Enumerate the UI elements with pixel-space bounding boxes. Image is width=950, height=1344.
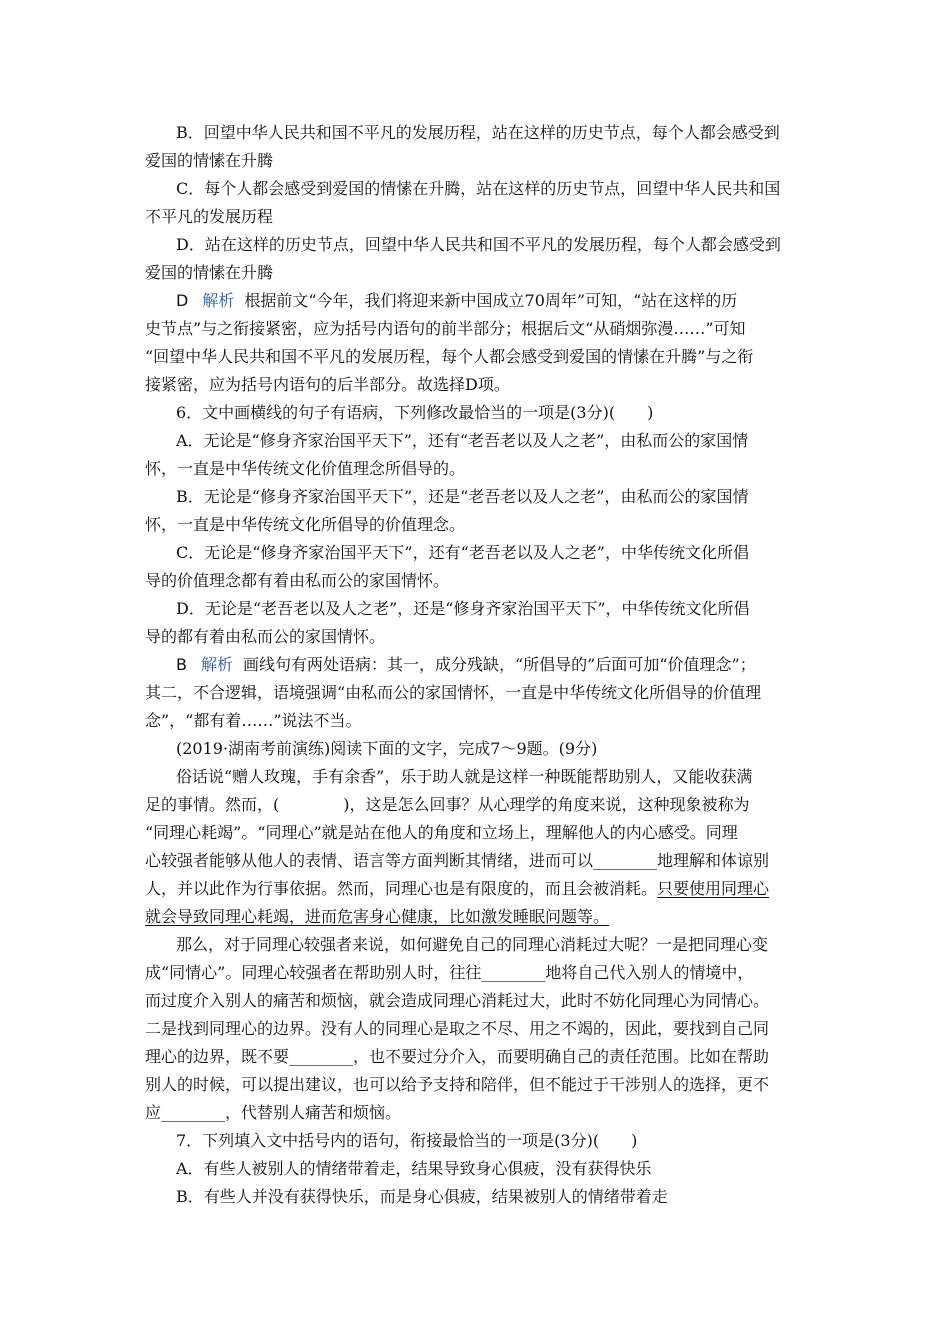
passage-p2-line6: 别人的时候，可以提出建议，也可以给予支持和陪伴，但不能过于干涉别人的选择，更不 [145, 1075, 770, 1094]
passage-p1-line5 [145, 878, 769, 900]
q6-option-d-line1: D．无论是“老吾老以及人之老”，还是“修身齐家治国平天下”，中华传统文化所倡 [176, 599, 750, 618]
q6-option-c-line2: 导的价值理念都有着由私而公的家国情怀。 [145, 571, 450, 590]
passage-text: 人，并以此作为行事依据。然而，同理心也是有限度的，而且会被消耗。 [145, 879, 658, 898]
passage-p2-line2: 成“同情心”。同理心较强者在帮助别人时，往往________地将自己代入别人的情境中， [145, 963, 754, 982]
q6-analysis-text: 画线句有两处语病：其一，成分残缺，“所倡导的”后面可加“价值理念”； [243, 655, 756, 674]
passage-p1-line4: 心较强者能够从他人的表情、语言等方面判断其情绪，进而可以________地理解和体谅别 [145, 851, 770, 870]
q5-analysis-line4: 接紧密，应为括号内语句的后半部分。故选择D项。 [145, 375, 510, 394]
q5-analysis-line2: 史节点”与之衔接紧密，应为括号内语句的前半部分；根据后文“从硝烟弥漫……”可知 [145, 319, 746, 338]
q5-option-d-line1: D．站在这样的历史节点，回望中华人民共和国不平凡的发展历程，每个人都会感受到 [176, 235, 781, 254]
q7-stem: 7．下列填入文中括号内的语句，衔接最恰当的一项是(3分)( ) [176, 1131, 638, 1150]
q5-option-d-line2: 爱国的情愫在升腾 [145, 263, 274, 282]
underlined-sentence: 就会导致同理心耗竭，进而危害身心健康，比如激发睡眠问题等。 [145, 907, 610, 926]
q6-stem: 6．文中画横线的句子有语病，下列修改最恰当的一项是(3分)( ) [176, 403, 654, 422]
q6-option-a-line2: 怀，一直是中华传统文化价值理念所倡导的。 [145, 459, 466, 478]
q7-option-a: A．有些人被别人的情绪带着走，结果导致身心俱疲，没有获得快乐 [176, 1159, 652, 1178]
q7-option-b: B．有些人并没有获得快乐，而是身心俱疲，结果被别人的情绪带着走 [176, 1187, 668, 1206]
q5-option-c-line1: C．每个人都会感受到爱国的情愫在升腾，站在这样的历史节点，回望中华人民共和国 [176, 179, 781, 198]
q6-option-c-line1: C．无论是“修身齐家治国平天下”，还有“老吾老以及人之老”，中华传统文化所倡 [176, 543, 749, 562]
q5-analysis-line3: “回望中华人民共和国不平凡的发展历程，每个人都会感受到爱国的情愫在升腾”与之衔 [145, 347, 754, 366]
passage-p2-line1: 那么，对于同理心较强者来说，如何避免自己的同理心消耗过大呢？一是把同理心变 [176, 935, 769, 954]
analysis-tag: 解析 [200, 655, 233, 674]
q5-analysis-line1 [176, 290, 737, 312]
passage-intro: (2019·湖南考前演练)阅读下面的文字，完成7～9题。(9分) [176, 739, 598, 758]
passage-p1-line3: “同理心耗竭”。“同理心”就是站在他人的角度和立场上，理解他人的内心感受。同理 [145, 823, 738, 842]
passage-p1-line2: 足的事情。然而，( )，这是怎么回事？从心理学的角度来说，这种现象被称为 [145, 795, 750, 814]
q5-option-b-line2: 爱国的情愫在升腾 [145, 151, 274, 170]
q5-option-c-line2: 不平凡的发展历程 [145, 207, 274, 226]
q5-answer: D [176, 291, 189, 310]
q6-option-a-line1: A．无论是“修身齐家治国平天下”，还有“老吾老以及人之老”，由私而公的家国情 [176, 431, 749, 450]
q5-option-b-line1: B．回望中华人民共和国不平凡的发展历程，站在这样的历史节点，每个人都会感受到 [176, 123, 780, 142]
q5-analysis-text: 根据前文“今年，我们将迎来新中国成立70周年”可知，“站在这样的历 [244, 291, 738, 310]
q6-answer: B [176, 655, 187, 674]
passage-p2-line7: 应________，代替别人痛苦和烦恼。 [145, 1103, 402, 1122]
q6-option-b-line1: B．无论是“修身齐家治国平天下”，还是“老吾老以及人之老”，由私而公的家国情 [176, 487, 749, 506]
passage-p1-line6 [145, 906, 609, 928]
analysis-tag: 解析 [202, 291, 235, 310]
passage-p1-line1: 俗话说“赠人玫瑰，手有余香”，乐于助人就是这样一种既能帮助别人，又能收获满 [176, 767, 753, 786]
passage-p2-line3: 而过度介入别人的痛苦和烦恼，就会造成同理心消耗过大，此时不妨化同理心为同情心。 [145, 991, 770, 1010]
q6-analysis-line2: 其二，不合逻辑，语境强调“由私而公的家国情怀，一直是中华传统文化所倡导的价值理 [145, 683, 762, 702]
q6-analysis-line1 [176, 654, 756, 676]
q6-analysis-line3: 念”，“都有着……”说法不当。 [145, 711, 362, 730]
passage-p2-line4: 二是找到同理心的边界。没有人的同理心是取之不尽、用之不竭的，因此，要找到自己同 [145, 1019, 770, 1038]
q6-option-b-line2: 怀，一直是中华传统文化所倡导的价值理念。 [145, 515, 466, 534]
underlined-sentence: 只要使用同理心 [657, 879, 770, 898]
q6-option-d-line2: 导的都有着由私而公的家国情怀。 [145, 627, 386, 646]
passage-p2-line5: 理心的边界，既不要________，也不要过分介入，而要明确自己的责任范围。比如在帮助 [145, 1047, 770, 1066]
